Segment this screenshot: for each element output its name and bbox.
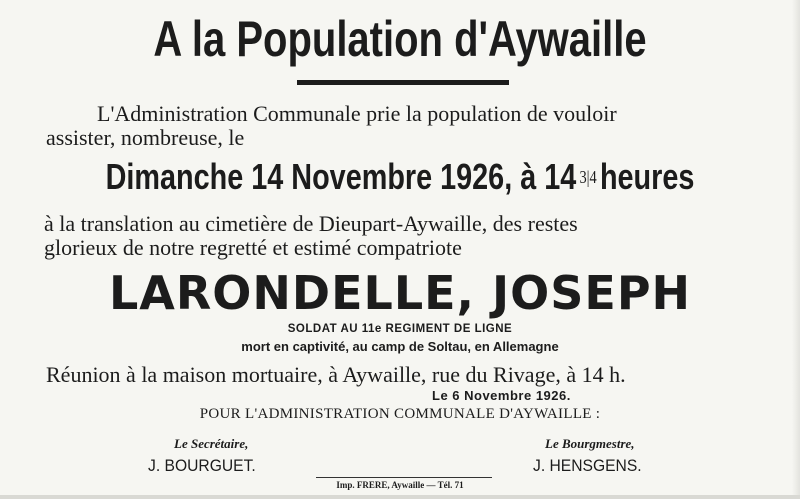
notice-date: Le 6 Novembre 1926. — [432, 388, 571, 403]
deceased-name: LARONDELLE, JOSEPH — [108, 266, 692, 320]
secretary-name: J. BOURGUET. — [148, 456, 256, 475]
poster-title: A la Population d'Aywaille — [153, 11, 647, 67]
title-underline — [297, 80, 509, 85]
signatory-heading: POUR L'ADMINISTRATION COMMUNALE D'AYWAILLE : — [199, 406, 601, 422]
imprint-rule — [316, 477, 492, 478]
intro-line-1: L'Administration Communale prie la population de vouloir — [97, 101, 617, 126]
translation-line-2: glorieux de notre regretté et estimé compatriote — [44, 235, 462, 260]
ceremony-date-suffix: heures — [599, 156, 695, 197]
captivity-line: mort en captivité, au camp de Soltau, en Allemagne — [241, 339, 559, 354]
ceremony-date — [80, 155, 720, 199]
paper-edge-bottom — [0, 495, 800, 499]
mayor-role: Le Bourgmestre, — [545, 436, 635, 451]
secretary-role: Le Secrétaire, — [174, 436, 249, 451]
ceremony-time-fraction: 3|4 — [579, 167, 597, 187]
intro-line-2: assister, nombreuse, le — [46, 125, 245, 150]
mayor-name: J. HENSGENS. — [533, 456, 642, 475]
paper-edge-right — [792, 0, 800, 499]
reunion-line: Réunion à la maison mortuaire, à Aywaille, rue du Rivage, à 14 h. — [46, 362, 626, 387]
printer-imprint: Imp. FRERE, Aywaille — Tél. 71 — [336, 480, 464, 490]
ceremony-date-main: Dimanche 14 Novembre 1926, à 14 — [105, 156, 577, 197]
translation-line-1: à la translation au cimetière de Dieupart-Aywaille, des restes — [44, 211, 578, 236]
soldier-regiment-line: SOLDAT AU 11e REGIMENT DE LIGNE — [287, 323, 513, 335]
